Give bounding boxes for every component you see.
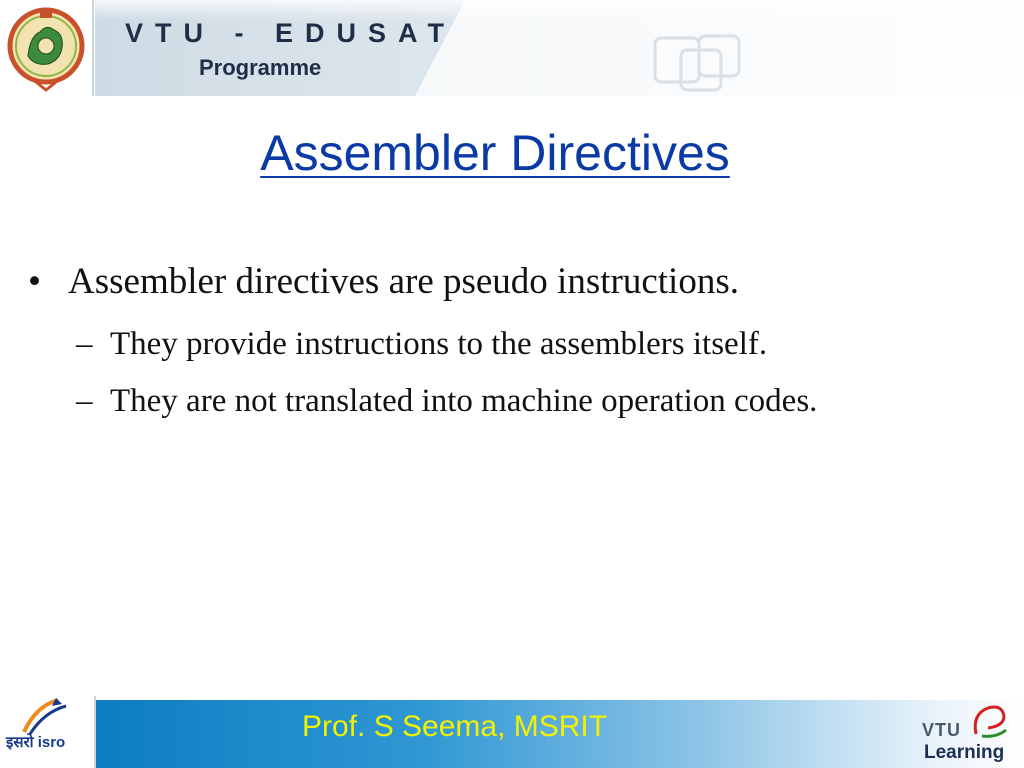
footer-author: Prof. S Seema, MSRIT <box>302 710 608 743</box>
banner-subtitle: Programme <box>199 55 322 80</box>
header <box>0 0 1024 96</box>
vtu-logo-text: VTU <box>922 720 961 740</box>
sub-bullet-text: They provide instructions to the assemblers itself. <box>110 326 768 362</box>
sub-bullet-glyph: – <box>76 326 93 362</box>
bullet-text: Assembler directives are pseudo instructions. <box>68 261 739 302</box>
bullet-glyph: • <box>28 261 41 302</box>
isro-logo <box>0 696 96 768</box>
sub-bullet-text: They are not translated into machine operation codes. <box>110 383 818 419</box>
learning-logo-text: Learning <box>924 742 1005 763</box>
banner-title: VTU - EDUSAT <box>125 18 456 48</box>
slide-title: Assembler Directives <box>260 125 730 181</box>
isro-logo-text: इसरो isro <box>6 734 66 751</box>
header-logo-box <box>0 0 94 96</box>
sub-bullet-glyph: – <box>76 383 93 419</box>
header-banner <box>95 0 1024 96</box>
vtu-learning-logo <box>916 700 1016 766</box>
rocket-icon <box>0 696 94 736</box>
vtu-emblem-icon <box>0 0 92 96</box>
